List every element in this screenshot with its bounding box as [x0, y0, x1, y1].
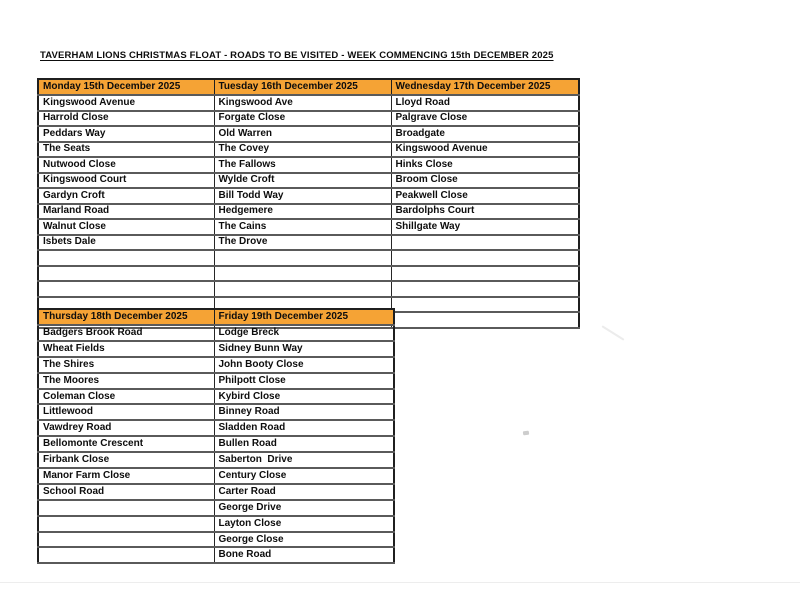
road-cell: Bullen Road: [214, 436, 394, 452]
document-title: TAVERHAM LIONS CHRISTMAS FLOAT - ROADS TO BE VISITED - WEEK COMMENCING 15th DECEMBER 2025: [40, 50, 554, 61]
roads-table-week-part2: [37, 308, 395, 564]
road-row: [38, 235, 579, 251]
road-row: [38, 532, 394, 548]
empty-cell: [391, 235, 579, 251]
road-cell: George Close: [214, 532, 394, 548]
road-cell: School Road: [38, 484, 214, 500]
day-header-row: [38, 309, 394, 325]
road-cell: Gardyn Croft: [38, 188, 214, 204]
road-cell: Palgrave Close: [391, 111, 579, 127]
road-row: [38, 204, 579, 220]
road-cell: Nutwood Close: [38, 157, 214, 173]
road-row: [38, 516, 394, 532]
road-cell: The Seats: [38, 142, 214, 158]
road-row: [38, 373, 394, 389]
road-cell: Bone Road: [214, 547, 394, 563]
road-row: [38, 126, 579, 142]
road-cell: Carter Road: [214, 484, 394, 500]
road-cell: Badgers Brook Road: [38, 325, 214, 341]
road-cell: Bellomonte Crescent: [38, 436, 214, 452]
road-cell: Century Close: [214, 468, 394, 484]
road-cell: Lloyd Road: [391, 95, 579, 111]
road-row: [38, 111, 579, 127]
road-cell: Philpott Close: [214, 373, 394, 389]
road-row: [38, 500, 394, 516]
road-cell: Peddars Way: [38, 126, 214, 142]
road-cell: Forgate Close: [214, 111, 391, 127]
day-header-cell: Tuesday 16th December 2025: [214, 79, 391, 95]
road-cell: Bill Todd Way: [214, 188, 391, 204]
empty-cell: [38, 547, 214, 563]
road-cell: The Shires: [38, 357, 214, 373]
road-cell: Firbank Close: [38, 452, 214, 468]
road-cell: Kybird Close: [214, 389, 394, 405]
road-cell: Bardolphs Court: [391, 204, 579, 220]
road-cell: Broadgate: [391, 126, 579, 142]
day-header-cell: Monday 15th December 2025: [38, 79, 214, 95]
empty-cell: [214, 250, 391, 266]
empty-cell: [38, 266, 214, 282]
road-cell: Coleman Close: [38, 389, 214, 405]
road-cell: Sladden Road: [214, 420, 394, 436]
road-row: [38, 341, 394, 357]
road-cell: Lodge Breck: [214, 325, 394, 341]
table-body: [38, 95, 579, 328]
empty-cell: [391, 312, 579, 328]
road-cell: Wheat Fields: [38, 341, 214, 357]
road-cell: Isbets Dale: [38, 235, 214, 251]
road-row: [38, 173, 579, 189]
empty-cell: [391, 281, 579, 297]
road-cell: Shillgate Way: [391, 219, 579, 235]
scan-speck: [601, 325, 624, 340]
roads-table-week-part1: [37, 78, 580, 329]
road-cell: Broom Close: [391, 173, 579, 189]
empty-cell: [38, 532, 214, 548]
road-cell: Old Warren: [214, 126, 391, 142]
empty-cell: [38, 250, 214, 266]
road-row: [38, 357, 394, 373]
empty-cell: [391, 297, 579, 313]
road-cell: Peakwell Close: [391, 188, 579, 204]
road-cell: Kingswood Avenue: [38, 95, 214, 111]
road-cell: The Cains: [214, 219, 391, 235]
road-cell: Kingswood Court: [38, 173, 214, 189]
empty-cell: [214, 281, 391, 297]
road-cell: Binney Road: [214, 404, 394, 420]
road-cell: The Moores: [38, 373, 214, 389]
empty-cell: [214, 266, 391, 282]
road-cell: The Covey: [214, 142, 391, 158]
table-header-row: [38, 309, 394, 325]
road-cell: Kingswood Avenue: [391, 142, 579, 158]
road-cell: Marland Road: [38, 204, 214, 220]
road-row: [38, 266, 579, 282]
road-row: [38, 250, 579, 266]
scan-speck: [523, 431, 529, 436]
road-row: [38, 281, 579, 297]
day-header-cell: Wednesday 17th December 2025: [391, 79, 579, 95]
table-body: [38, 325, 394, 563]
road-row: [38, 484, 394, 500]
road-row: [38, 188, 579, 204]
road-row: [38, 325, 394, 341]
road-cell: Vawdrey Road: [38, 420, 214, 436]
road-row: [38, 157, 579, 173]
road-cell: Manor Farm Close: [38, 468, 214, 484]
empty-cell: [391, 266, 579, 282]
road-cell: Hedgemere: [214, 204, 391, 220]
road-cell: The Drove: [214, 235, 391, 251]
day-header-cell: Friday 19th December 2025: [214, 309, 394, 325]
road-cell: Littlewood: [38, 404, 214, 420]
road-cell: Walnut Close: [38, 219, 214, 235]
road-row: [38, 452, 394, 468]
road-cell: Hinks Close: [391, 157, 579, 173]
empty-cell: [391, 250, 579, 266]
road-row: [38, 95, 579, 111]
day-header-cell: Thursday 18th December 2025: [38, 309, 214, 325]
road-cell: Sidney Bunn Way: [214, 341, 394, 357]
road-row: [38, 547, 394, 563]
road-cell: Layton Close: [214, 516, 394, 532]
empty-cell: [38, 516, 214, 532]
road-row: [38, 219, 579, 235]
road-cell: Saberton Drive: [214, 452, 394, 468]
scan-edge-line: [0, 582, 800, 583]
road-cell: George Drive: [214, 500, 394, 516]
empty-cell: [38, 500, 214, 516]
empty-cell: [38, 281, 214, 297]
road-row: [38, 389, 394, 405]
road-row: [38, 468, 394, 484]
road-cell: John Booty Close: [214, 357, 394, 373]
road-cell: Kingswood Ave: [214, 95, 391, 111]
road-row: [38, 420, 394, 436]
road-cell: Harrold Close: [38, 111, 214, 127]
road-row: [38, 404, 394, 420]
road-cell: Wylde Croft: [214, 173, 391, 189]
road-row: [38, 142, 579, 158]
road-cell: The Fallows: [214, 157, 391, 173]
day-header-row: [38, 79, 579, 95]
road-row: [38, 436, 394, 452]
table-header-row: [38, 79, 579, 95]
